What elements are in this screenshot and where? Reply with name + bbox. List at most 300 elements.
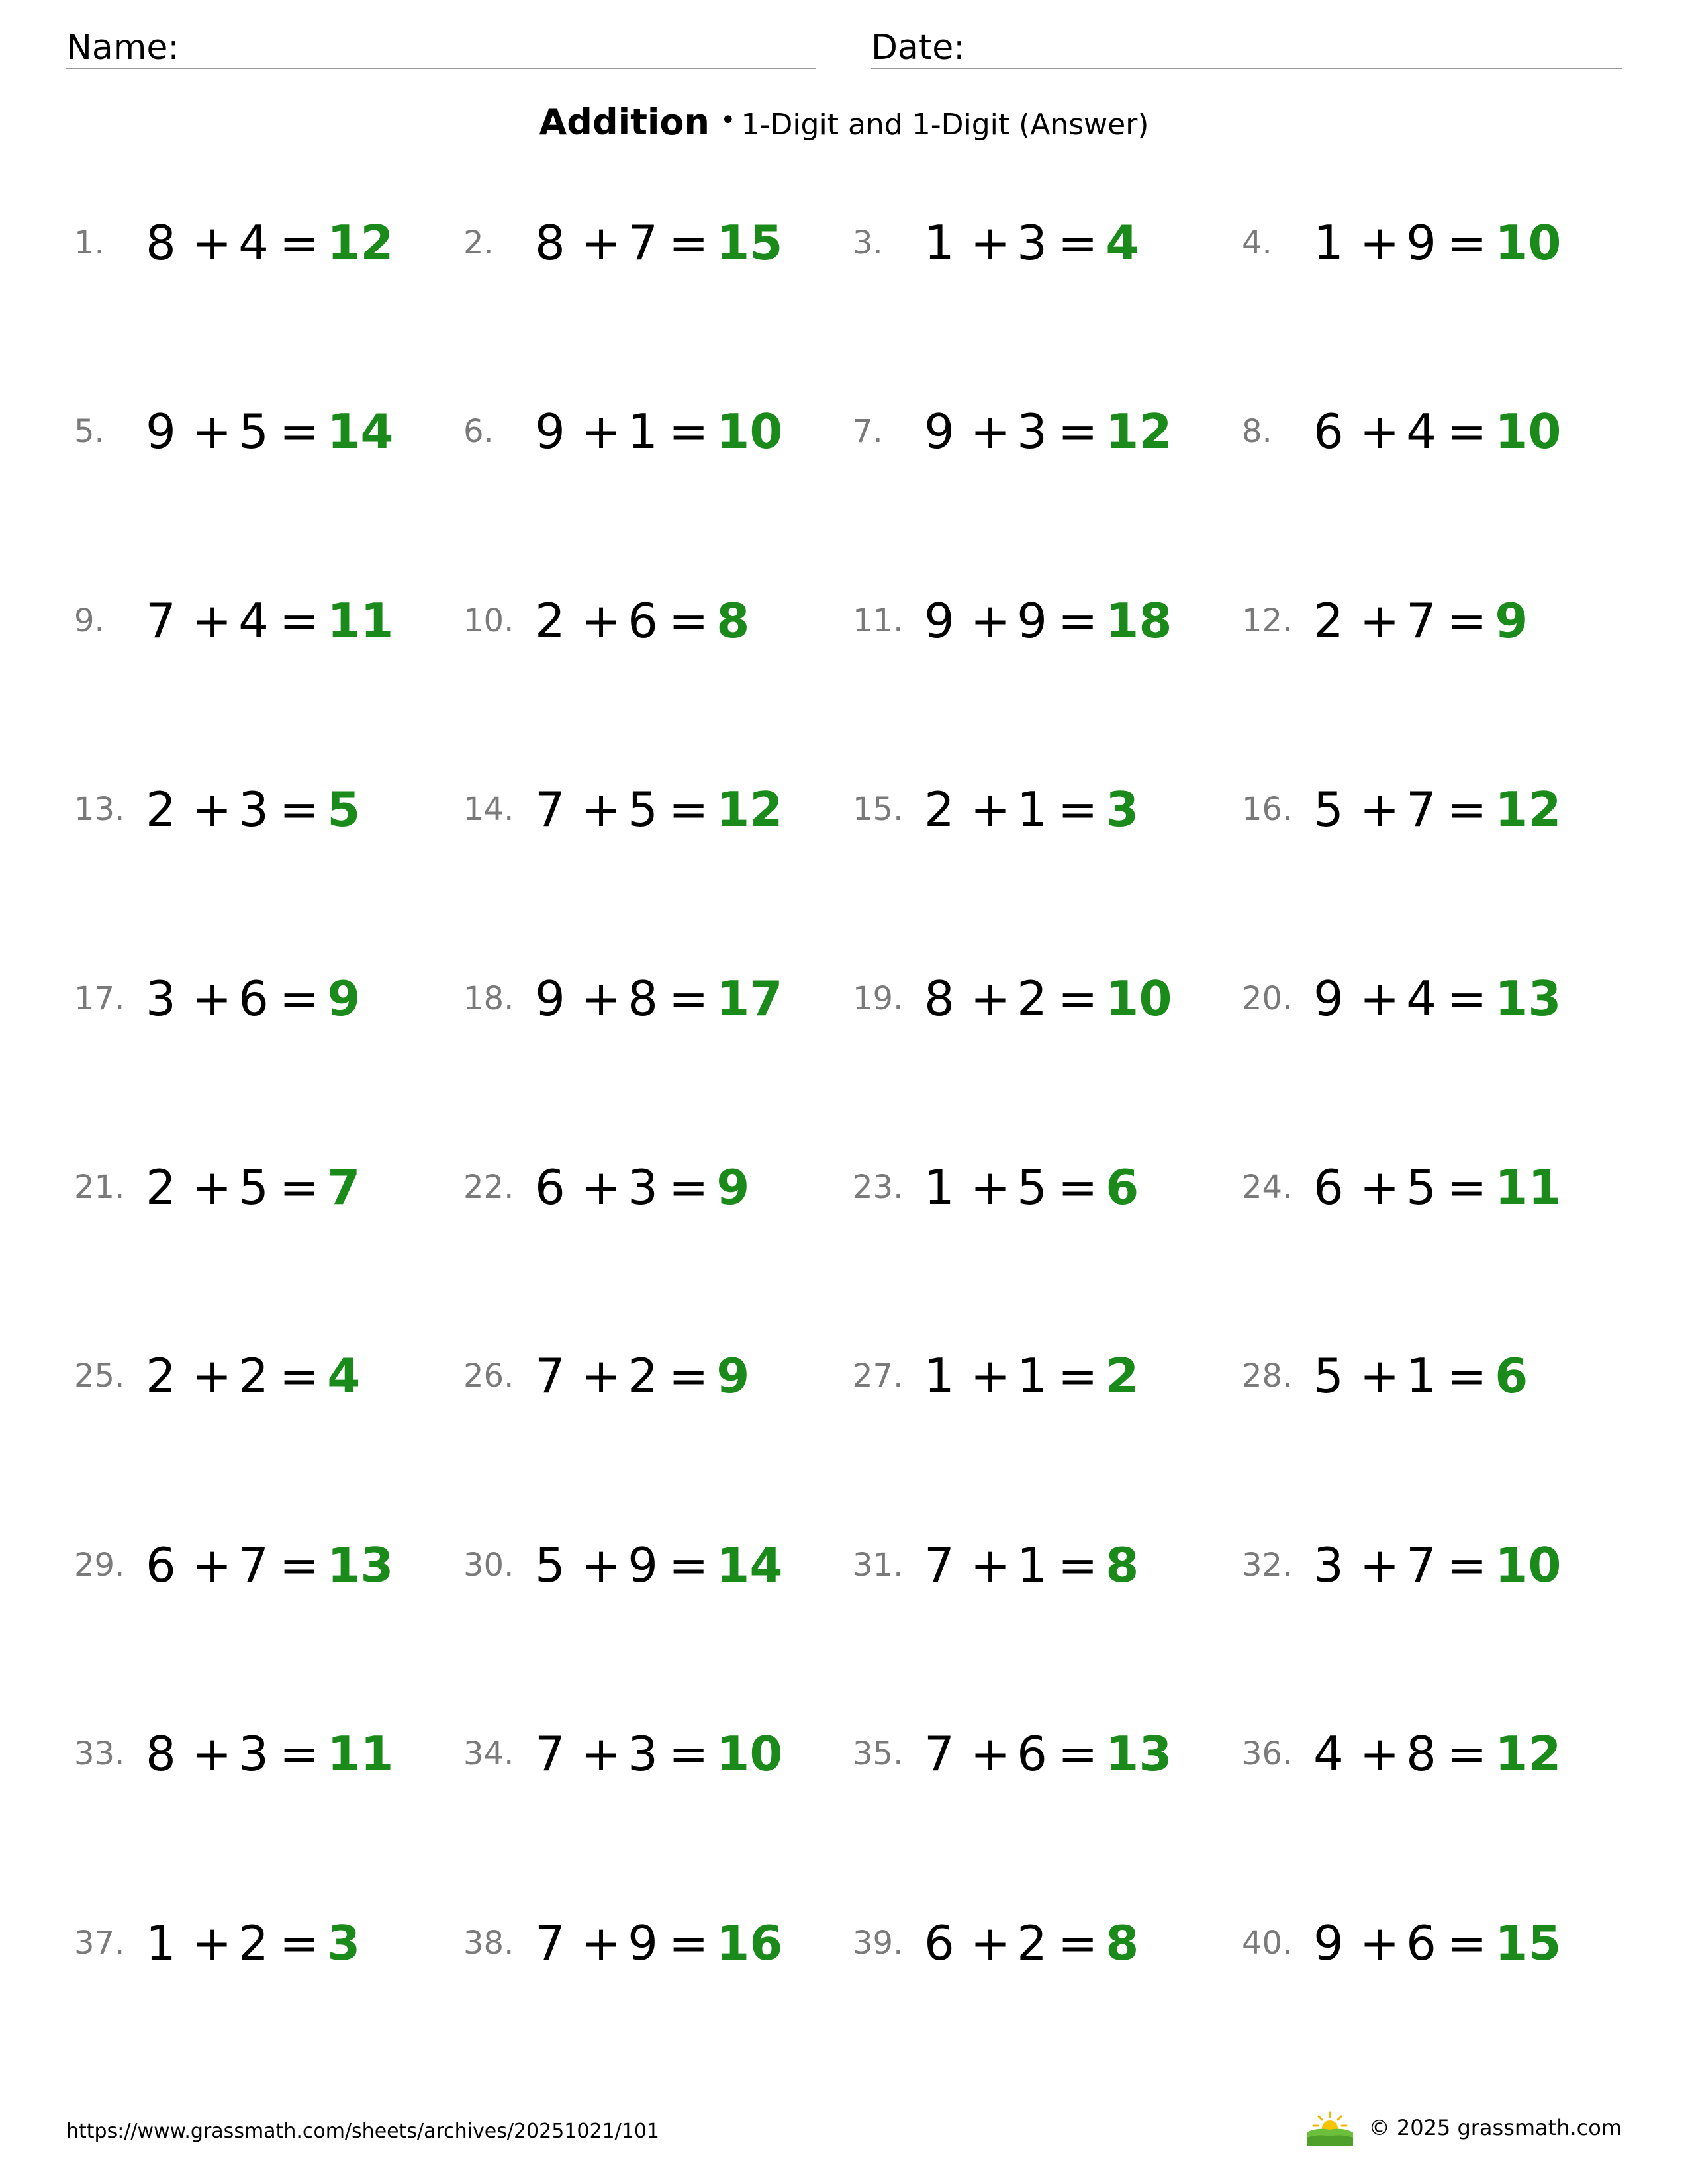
addend-a: 6 [924, 1915, 955, 1971]
problem-item [74, 1717, 393, 1790]
equals-sign: = [279, 593, 320, 649]
addend-b: 5 [238, 404, 269, 459]
addend-b: 7 [628, 215, 658, 271]
equals-sign: = [1446, 1726, 1487, 1782]
problem-item [853, 584, 1172, 657]
answer: 11 [327, 1726, 394, 1782]
title-main: Addition [539, 101, 710, 143]
answer: 3 [327, 1915, 361, 1971]
plus-sign: + [1359, 1726, 1400, 1782]
problem-number: 9. [74, 602, 105, 639]
problem-expression [535, 404, 716, 459]
problem-expression [146, 1348, 327, 1404]
addend-b: 2 [628, 1348, 658, 1404]
equals-sign: = [1446, 404, 1487, 459]
answer: 12 [1495, 1726, 1562, 1782]
problem-item [74, 206, 393, 279]
plus-sign: + [1359, 1915, 1400, 1971]
equals-sign: = [1057, 1726, 1098, 1782]
plus-sign: + [1359, 215, 1400, 271]
answer: 7 [327, 1160, 361, 1215]
equals-sign: = [1446, 1160, 1487, 1215]
answer: 8 [1105, 1915, 1139, 1971]
plus-sign: + [970, 593, 1011, 649]
plus-sign: + [191, 593, 232, 649]
problem-expression [924, 404, 1105, 459]
problem-expression [924, 782, 1105, 837]
problem-number: 28. [1242, 1357, 1293, 1394]
addend-a: 1 [146, 1915, 176, 1971]
addend-a: 7 [535, 1726, 565, 1782]
plus-sign: + [581, 782, 622, 837]
addend-b: 1 [1017, 1537, 1047, 1593]
addend-b: 5 [1406, 1160, 1436, 1215]
title-subtitle: 1-Digit and 1-Digit (Answer) [741, 108, 1149, 142]
problem-number: 37. [74, 1925, 125, 1962]
equals-sign: = [668, 404, 709, 459]
footer-url[interactable]: https://www.grassmath.com/sheets/archives/20251021/101 [66, 2120, 660, 2143]
addend-b: 1 [1017, 782, 1047, 837]
problem-expression [924, 1348, 1105, 1404]
problem-item [853, 962, 1172, 1035]
addend-b: 7 [1406, 593, 1436, 649]
date-field[interactable] [871, 26, 1622, 69]
problem-number: 27. [853, 1357, 904, 1394]
problem-expression [1313, 1348, 1495, 1404]
plus-sign: + [191, 1537, 232, 1593]
answer: 12 [716, 782, 783, 837]
plus-sign: + [970, 1537, 1011, 1593]
problem-item [463, 962, 782, 1035]
answer: 5 [327, 782, 361, 837]
problem-item [853, 1340, 1139, 1412]
problem-expression [146, 404, 327, 459]
problem-item [463, 206, 782, 279]
plus-sign: + [581, 1160, 622, 1215]
answer: 10 [1495, 404, 1562, 459]
problem-expression [535, 1915, 716, 1971]
equals-sign: = [1446, 593, 1487, 649]
problem-item [853, 1907, 1139, 1979]
addend-a: 9 [535, 404, 565, 459]
addend-a: 2 [146, 1160, 176, 1215]
problem-expression [535, 1537, 716, 1593]
answer: 12 [327, 215, 394, 271]
addend-a: 2 [146, 782, 176, 837]
addend-a: 9 [535, 971, 565, 1026]
addend-b: 2 [1017, 1915, 1047, 1971]
problem-expression [146, 593, 327, 649]
equals-sign: = [279, 1348, 320, 1404]
addend-a: 3 [1313, 1537, 1344, 1593]
addend-b: 4 [238, 215, 269, 271]
addend-b: 3 [238, 1726, 269, 1782]
addend-a: 1 [1313, 215, 1344, 271]
problem-expression [1313, 971, 1495, 1026]
problem-item [463, 1151, 749, 1224]
problem-item [74, 1340, 360, 1412]
answer: 3 [1105, 782, 1139, 837]
problem-item [1242, 1907, 1561, 1979]
equals-sign: = [1446, 782, 1487, 837]
addend-a: 7 [535, 1348, 565, 1404]
addend-a: 2 [146, 1348, 176, 1404]
equals-sign: = [279, 1160, 320, 1215]
problem-item [1242, 584, 1528, 657]
addend-b: 1 [628, 404, 658, 459]
problem-expression [1313, 404, 1495, 459]
addend-b: 3 [628, 1160, 658, 1215]
addend-a: 1 [924, 215, 955, 271]
answer: 13 [1495, 971, 1562, 1026]
addend-a: 2 [924, 782, 955, 837]
addend-b: 9 [628, 1537, 658, 1593]
plus-sign: + [191, 1348, 232, 1404]
problem-number: 17. [74, 980, 125, 1017]
problem-number: 13. [74, 791, 125, 828]
addend-a: 6 [1313, 1160, 1344, 1215]
problem-expression [1313, 782, 1495, 837]
problem-expression [146, 782, 327, 837]
plus-sign: + [581, 215, 622, 271]
addend-b: 3 [1017, 404, 1047, 459]
problem-expression [924, 1537, 1105, 1593]
addend-b: 5 [1017, 1160, 1047, 1215]
problem-number: 4. [1242, 224, 1272, 261]
addend-a: 9 [924, 404, 955, 459]
grass-sun-logo-icon [1305, 2110, 1354, 2146]
plus-sign: + [970, 1348, 1011, 1404]
problem-expression [146, 215, 327, 271]
plus-sign: + [581, 404, 622, 459]
problem-expression [924, 1160, 1105, 1215]
equals-sign: = [668, 1726, 709, 1782]
problem-item [463, 395, 782, 468]
problem-expression [146, 971, 327, 1026]
addend-a: 7 [924, 1537, 955, 1593]
addend-b: 4 [238, 593, 269, 649]
addend-a: 4 [1313, 1726, 1344, 1782]
addend-b: 4 [1406, 404, 1436, 459]
equals-sign: = [668, 1160, 709, 1215]
problem-item [1242, 1151, 1561, 1224]
addend-b: 9 [1017, 593, 1047, 649]
addend-a: 5 [1313, 782, 1344, 837]
date-label: Date: [871, 28, 965, 68]
problem-expression [1313, 1726, 1495, 1782]
problem-item [463, 584, 749, 657]
addend-b: 4 [1406, 971, 1436, 1026]
equals-sign: = [279, 782, 320, 837]
addend-a: 7 [146, 593, 176, 649]
addend-a: 9 [146, 404, 176, 459]
answer: 12 [1495, 782, 1562, 837]
problem-item [1242, 962, 1561, 1035]
problem-number: 32. [1242, 1547, 1293, 1584]
problem-expression [535, 1726, 716, 1782]
equals-sign: = [1446, 215, 1487, 271]
problem-expression [535, 782, 716, 837]
problem-expression [535, 593, 716, 649]
problem-item [853, 206, 1139, 279]
plus-sign: + [970, 215, 1011, 271]
addend-a: 5 [535, 1537, 565, 1593]
equals-sign: = [1057, 593, 1098, 649]
problem-item [74, 1529, 393, 1602]
addend-a: 7 [924, 1726, 955, 1782]
equals-sign: = [1057, 1915, 1098, 1971]
problem-number: 20. [1242, 980, 1293, 1017]
equals-sign: = [279, 1915, 320, 1971]
problem-item [853, 395, 1172, 468]
problem-number: 35. [853, 1735, 904, 1772]
problem-number: 38. [463, 1925, 514, 1962]
problem-number: 14. [463, 791, 514, 828]
equals-sign: = [1057, 1537, 1098, 1593]
addend-b: 3 [1017, 215, 1047, 271]
addend-a: 3 [146, 971, 176, 1026]
problem-expression [146, 1726, 327, 1782]
addend-a: 5 [1313, 1348, 1344, 1404]
addend-b: 2 [238, 1348, 269, 1404]
problem-expression [924, 1726, 1105, 1782]
problem-item [463, 1907, 782, 1979]
problem-number: 11. [853, 602, 904, 639]
plus-sign: + [581, 1348, 622, 1404]
problem-number: 21. [74, 1169, 125, 1206]
answer: 6 [1495, 1348, 1528, 1404]
problem-number: 18. [463, 980, 514, 1017]
addend-b: 8 [1406, 1726, 1436, 1782]
problem-number: 19. [853, 980, 904, 1017]
equals-sign: = [1057, 1348, 1098, 1404]
addend-a: 6 [146, 1537, 176, 1593]
answer: 14 [716, 1537, 783, 1593]
addend-b: 7 [238, 1537, 269, 1593]
problem-number: 33. [74, 1735, 125, 1772]
problem-number: 36. [1242, 1735, 1293, 1772]
plus-sign: + [970, 1726, 1011, 1782]
problem-number: 16. [1242, 791, 1293, 828]
plus-sign: + [191, 215, 232, 271]
problem-number: 6. [463, 413, 494, 450]
problem-item [74, 584, 393, 657]
problem-number: 22. [463, 1169, 514, 1206]
footer-copyright: © 2025 grassmath.com [1368, 2115, 1622, 2140]
answer: 13 [1105, 1726, 1172, 1782]
problem-number: 30. [463, 1547, 514, 1584]
problem-item [853, 1529, 1139, 1602]
plus-sign: + [1359, 1348, 1400, 1404]
addend-a: 2 [535, 593, 565, 649]
equals-sign: = [668, 971, 709, 1026]
addend-a: 9 [1313, 971, 1344, 1026]
addend-a: 1 [924, 1348, 955, 1404]
plus-sign: + [581, 593, 622, 649]
addend-b: 5 [238, 1160, 269, 1215]
plus-sign: + [191, 404, 232, 459]
problem-number: 24. [1242, 1169, 1293, 1206]
equals-sign: = [1057, 404, 1098, 459]
name-field[interactable] [66, 26, 816, 69]
problem-number: 29. [74, 1547, 125, 1584]
equals-sign: = [668, 593, 709, 649]
problem-item [1242, 1529, 1561, 1602]
equals-sign: = [279, 215, 320, 271]
addend-a: 1 [924, 1160, 955, 1215]
worksheet-title [0, 101, 1688, 143]
addend-a: 9 [924, 593, 955, 649]
addend-b: 8 [628, 971, 658, 1026]
answer: 6 [1105, 1160, 1139, 1215]
plus-sign: + [1359, 1537, 1400, 1593]
addend-b: 9 [628, 1915, 658, 1971]
problem-item [853, 1151, 1139, 1224]
answer: 10 [1105, 971, 1172, 1026]
problem-item [74, 1907, 360, 1979]
equals-sign: = [1446, 1537, 1487, 1593]
plus-sign: + [970, 1160, 1011, 1215]
problem-number: 25. [74, 1357, 125, 1394]
problem-expression [535, 1160, 716, 1215]
problem-number: 40. [1242, 1925, 1293, 1962]
problem-expression [1313, 593, 1495, 649]
addend-b: 3 [628, 1726, 658, 1782]
answer: 14 [327, 404, 394, 459]
problem-expression [146, 1537, 327, 1593]
footer-branding [1305, 2110, 1622, 2146]
equals-sign: = [668, 1537, 709, 1593]
problem-expression [535, 971, 716, 1026]
problem-item [463, 1717, 782, 1790]
problem-item [1242, 1340, 1528, 1412]
answer: 4 [327, 1348, 361, 1404]
plus-sign: + [581, 971, 622, 1026]
plus-sign: + [581, 1726, 622, 1782]
answer: 2 [1105, 1348, 1139, 1404]
answer: 15 [716, 215, 783, 271]
plus-sign: + [970, 782, 1011, 837]
problem-item [74, 1151, 360, 1224]
problem-number: 39. [853, 1925, 904, 1962]
answer: 15 [1495, 1915, 1562, 1971]
plus-sign: + [581, 1915, 622, 1971]
addend-a: 6 [535, 1160, 565, 1215]
plus-sign: + [970, 1915, 1011, 1971]
answer: 9 [327, 971, 361, 1026]
problem-expression [924, 971, 1105, 1026]
addend-a: 7 [535, 1915, 565, 1971]
problem-expression [535, 215, 716, 271]
addend-b: 3 [238, 782, 269, 837]
answer: 11 [327, 593, 394, 649]
answer: 10 [1495, 215, 1562, 271]
problem-number: 8. [1242, 413, 1272, 450]
addend-a: 9 [1313, 1915, 1344, 1971]
problem-number: 3. [853, 224, 883, 261]
addend-b: 5 [628, 782, 658, 837]
addend-a: 7 [535, 782, 565, 837]
equals-sign: = [1057, 782, 1098, 837]
problem-number: 15. [853, 791, 904, 828]
plus-sign: + [1359, 593, 1400, 649]
plus-sign: + [191, 782, 232, 837]
worksheet-header [0, 0, 1688, 73]
problem-item [1242, 206, 1561, 279]
problem-number: 5. [74, 413, 105, 450]
equals-sign: = [279, 1537, 320, 1593]
plus-sign: + [1359, 782, 1400, 837]
addend-b: 6 [238, 971, 269, 1026]
addend-a: 8 [535, 215, 565, 271]
answer: 13 [327, 1537, 394, 1593]
plus-sign: + [191, 1160, 232, 1215]
addend-b: 1 [1406, 1348, 1436, 1404]
equals-sign: = [668, 782, 709, 837]
answer: 16 [716, 1915, 783, 1971]
problem-expression [924, 593, 1105, 649]
answer: 9 [1495, 593, 1528, 649]
answer: 18 [1105, 593, 1172, 649]
problem-expression [1313, 1537, 1495, 1593]
equals-sign: = [279, 971, 320, 1026]
problem-number: 34. [463, 1735, 514, 1772]
addend-b: 7 [1406, 1537, 1436, 1593]
answer: 8 [716, 593, 750, 649]
equals-sign: = [1057, 1160, 1098, 1215]
problem-item [1242, 395, 1561, 468]
addend-b: 1 [1017, 1348, 1047, 1404]
equals-sign: = [668, 1348, 709, 1404]
addend-a: 8 [146, 1726, 176, 1782]
equals-sign: = [668, 1915, 709, 1971]
problem-item [463, 1340, 749, 1412]
equals-sign: = [279, 404, 320, 459]
problem-expression [535, 1348, 716, 1404]
problem-expression [146, 1160, 327, 1215]
addend-b: 2 [1017, 971, 1047, 1026]
addend-b: 9 [1406, 215, 1436, 271]
problem-item [463, 1529, 782, 1602]
equals-sign: = [1057, 215, 1098, 271]
plus-sign: + [191, 971, 232, 1026]
problem-number: 10. [463, 602, 514, 639]
addend-b: 7 [1406, 782, 1436, 837]
problem-expression [1313, 215, 1495, 271]
problem-item [74, 395, 393, 468]
plus-sign: + [191, 1915, 232, 1971]
problem-expression [924, 215, 1105, 271]
equals-sign: = [279, 1726, 320, 1782]
answer: 4 [1105, 215, 1139, 271]
problem-item [1242, 773, 1561, 846]
problem-number: 1. [74, 224, 105, 261]
addend-a: 8 [146, 215, 176, 271]
answer: 10 [716, 1726, 783, 1782]
addend-a: 8 [924, 971, 955, 1026]
plus-sign: + [1359, 404, 1400, 459]
title-separator: • [720, 105, 736, 136]
answer: 9 [716, 1160, 750, 1215]
problem-expression [1313, 1160, 1495, 1215]
answer: 12 [1105, 404, 1172, 459]
addend-a: 2 [1313, 593, 1344, 649]
equals-sign: = [668, 215, 709, 271]
problem-number: 2. [463, 224, 494, 261]
plus-sign: + [1359, 1160, 1400, 1215]
equals-sign: = [1446, 1915, 1487, 1971]
name-label: Name: [66, 28, 179, 68]
